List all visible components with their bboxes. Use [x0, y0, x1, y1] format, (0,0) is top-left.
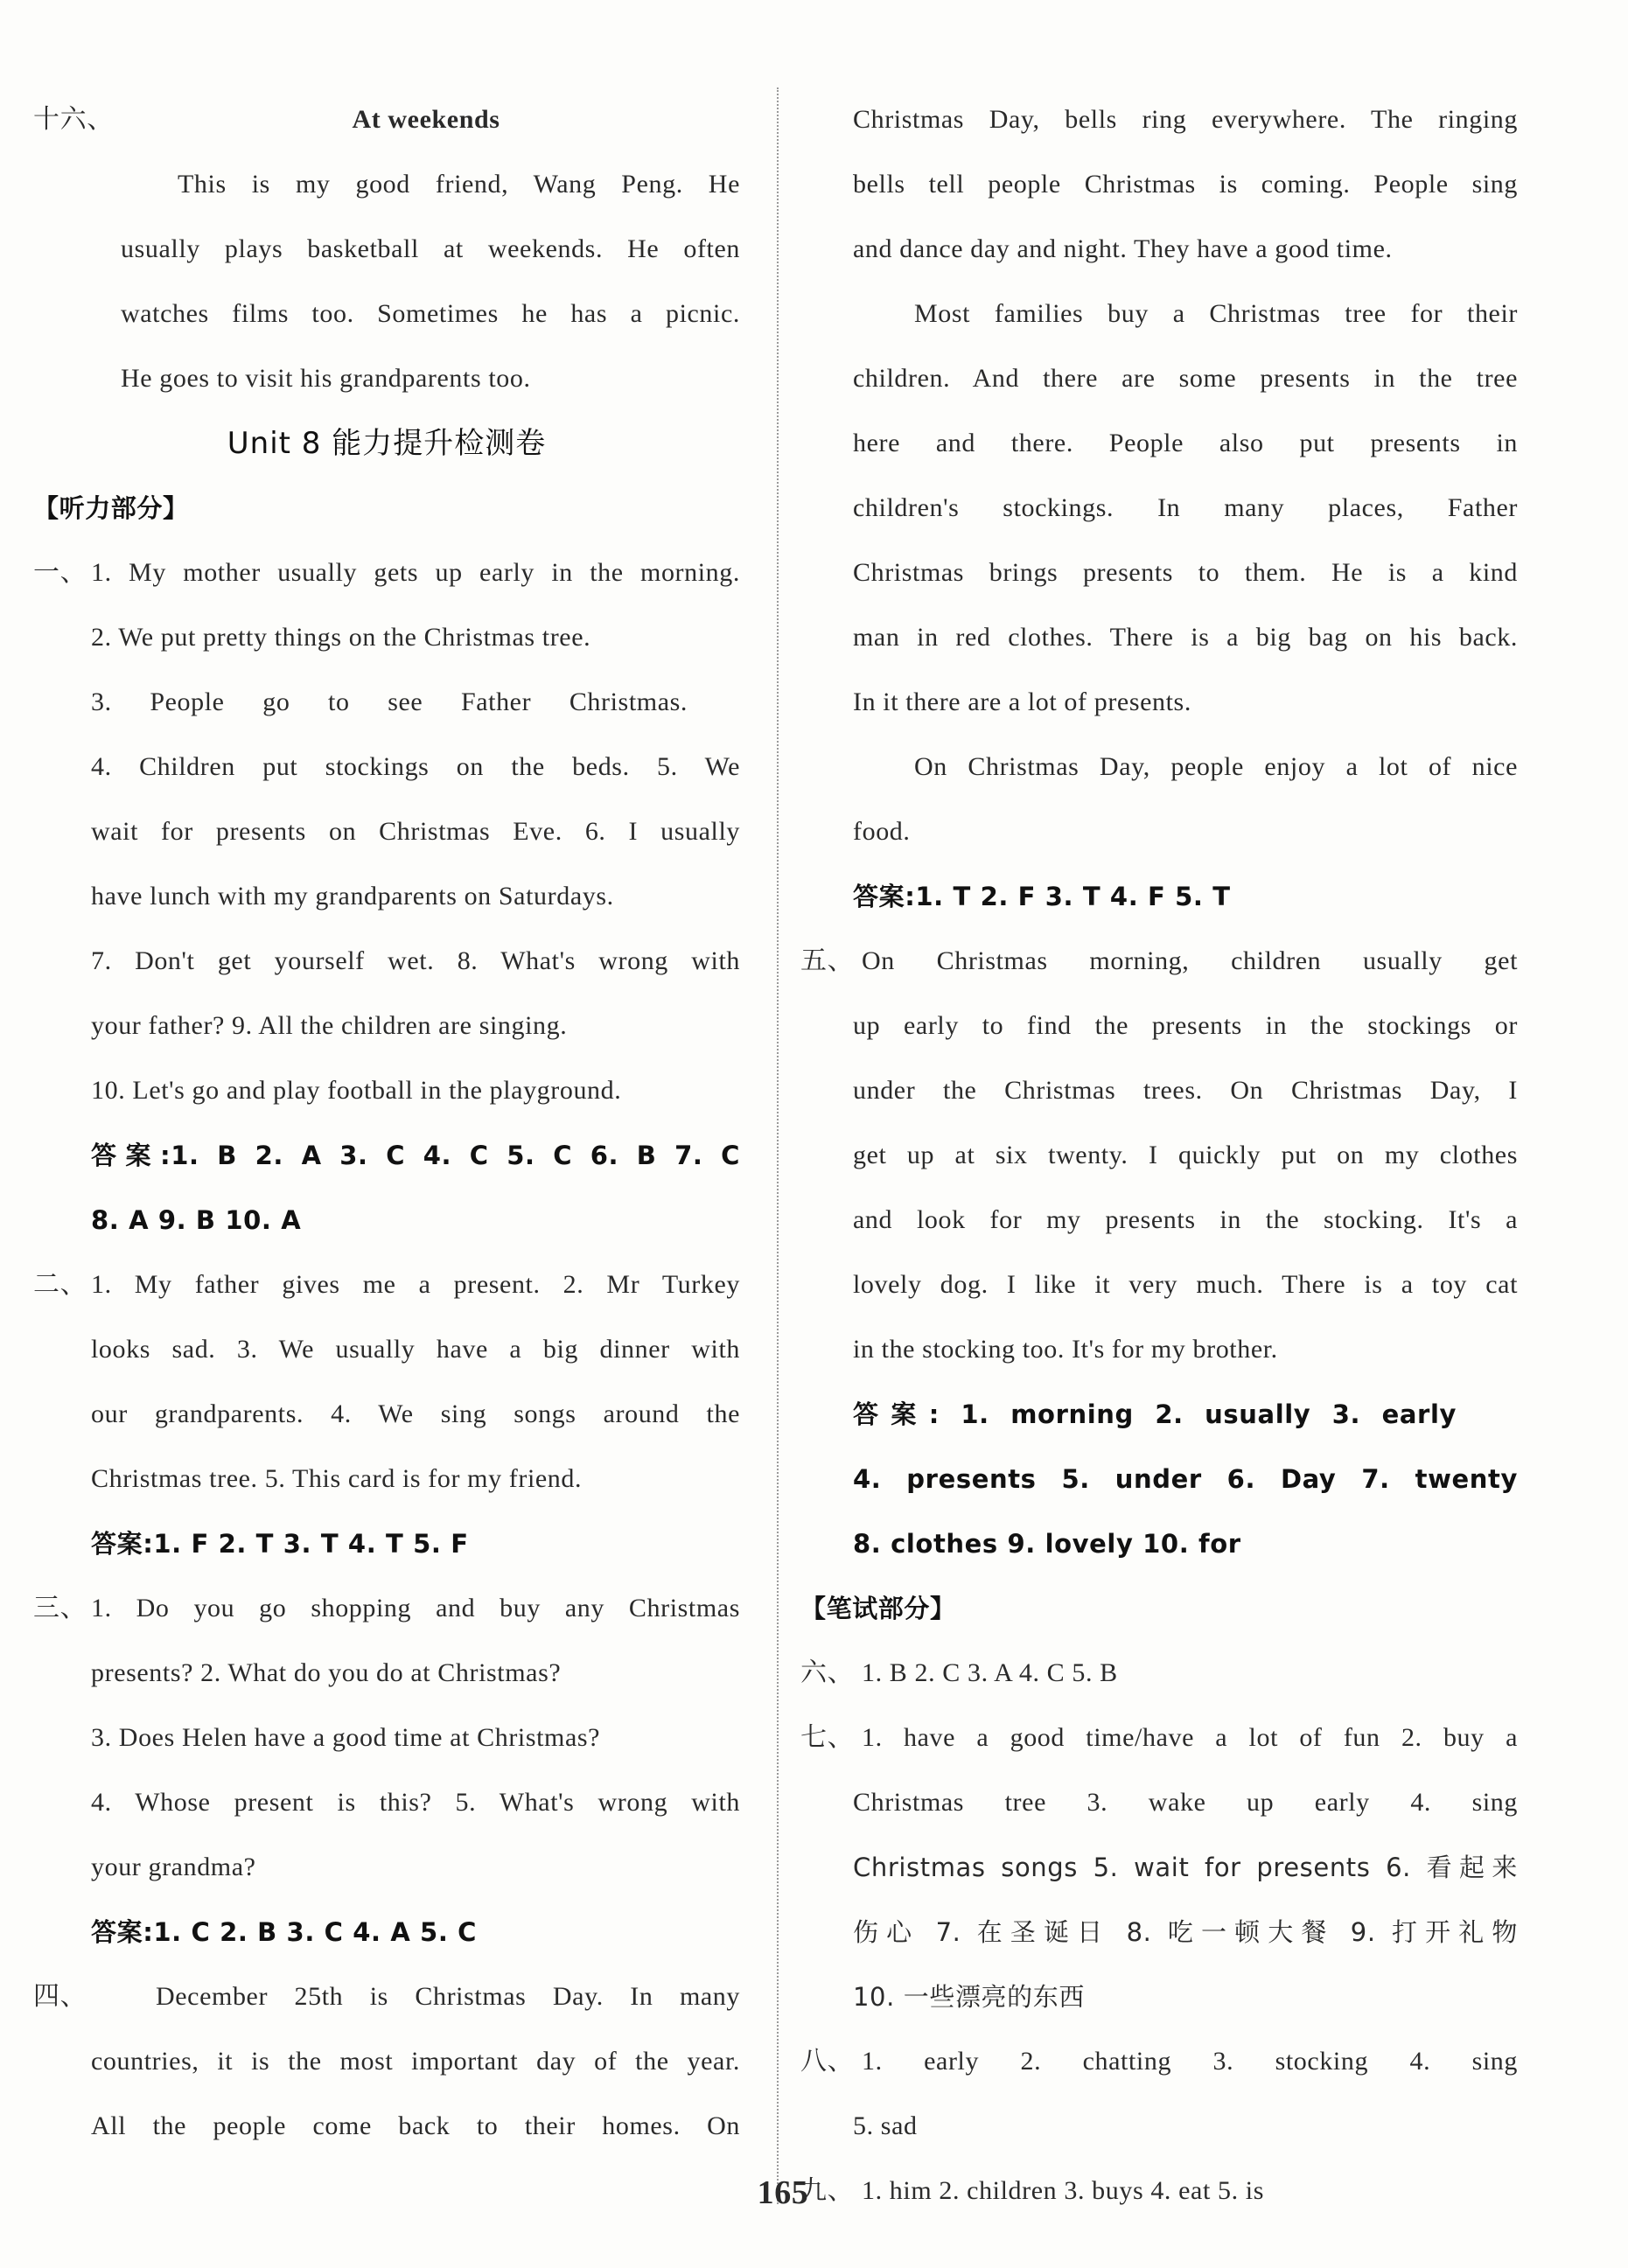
q2-mark: 二、 — [33, 1269, 87, 1300]
q4-line: On Christmas Day, people enjoy a lot of nice — [914, 752, 1518, 781]
q5-line: lovely dog. I like it very much. There is a toy cat — [853, 1270, 1518, 1299]
q5-line: in the stocking too. It's for my brother. — [853, 1335, 1278, 1364]
q1-line: wait for presents on Christmas Eve. 6. I usually — [91, 817, 740, 846]
text-line: He goes to visit his grandparents too. — [121, 364, 531, 393]
q4-line: here and there. People also put presents in — [853, 429, 1518, 457]
q5-answers: 答案: 1. morning 2. usually 3. early — [853, 1399, 1457, 1429]
listening-header: 【听力部分】 — [33, 493, 189, 523]
q5-mark: 五、 — [800, 946, 855, 976]
q6-line — [800, 1641, 1518, 1706]
text-line: This is my good friend, Wang Peng. He — [178, 170, 740, 199]
q3-text: 1. Do you go shopping and buy any Christmas — [91, 1594, 740, 1622]
text-line: usually plays basketball at weekends. He often — [121, 234, 740, 263]
section-mark: 十六、 — [33, 104, 114, 135]
q1-text: 1. My mother usually gets up early in the morning. — [91, 558, 740, 587]
q3-line: 3. Does Helen have a good time at Christmas? — [91, 1723, 601, 1752]
q2-text: 1. My father gives me a present. 2. Mr Turkey — [91, 1270, 740, 1299]
q2-line: looks sad. 3. We usually have a big dinner with — [91, 1335, 740, 1364]
page-number: 165 — [757, 2174, 809, 2211]
q5-line: under the Christmas trees. On Christmas Day, I — [853, 1076, 1518, 1105]
q6-mark: 六、 — [800, 1657, 855, 1688]
q4-mark: 四、 — [33, 1981, 87, 2012]
q3-line: your grandma? — [91, 1853, 256, 1881]
q8-line: 5. sad — [853, 2111, 918, 2140]
q8-text: 1. early 2. chatting 3. stocking 4. sing — [862, 2047, 1518, 2076]
q9-mark: 九、 — [800, 2175, 855, 2206]
q1-line: have lunch with my grandparents on Saturdays. — [91, 882, 614, 911]
q4-line: children's stockings. In many places, Father — [853, 493, 1518, 522]
q1-answers: 答案:1. B 2. A 3. C 4. C 5. C 6. B 7. C — [91, 1141, 740, 1170]
q4-line: food. — [853, 817, 911, 846]
q6-text: 1. B 2. C 3. A 4. C 5. B — [862, 1658, 1118, 1687]
q3-line: presents? 2. What do you do at Christmas? — [91, 1658, 562, 1687]
q8-line — [800, 2029, 1518, 2094]
column-divider — [777, 87, 779, 2204]
q3-mark: 三、 — [33, 1593, 87, 1623]
q4-line — [33, 1964, 740, 2029]
q4-line: bells tell people Christmas is coming. People sing — [853, 170, 1518, 199]
q4-line: children. And there are some presents in the tree — [853, 364, 1518, 393]
q4-line: countries, it is the most important day of the year. — [91, 2047, 740, 2076]
q4-line: Christmas brings presents to them. He is a kind — [853, 558, 1518, 587]
section-title: At weekends — [352, 105, 500, 134]
q3-line: 4. Whose present is this? 5. What's wrong with — [91, 1788, 740, 1817]
q4-line: In it there are a lot of presents. — [853, 687, 1191, 716]
q4-line: All the people come back to their homes. On — [91, 2111, 740, 2140]
q4-line: Most families buy a Christmas tree for their — [914, 299, 1518, 328]
section-16-heading — [33, 87, 740, 152]
q5-line — [800, 929, 1518, 994]
q1-line: your father? 9. All the children are singing. — [91, 1011, 568, 1040]
q3-answers: 答案:1. C 2. B 3. C 4. A 5. C — [91, 1917, 478, 1947]
q2-line: our grandparents. 4. We sing songs around the — [91, 1399, 740, 1428]
q9-text: 1. him 2. children 3. buys 4. eat 5. is — [862, 2176, 1265, 2205]
q7-line: 10. 一些漂亮的东西 — [853, 1982, 1085, 2012]
q1-line: 4. Children put stockings on the beds. 5. We — [91, 752, 740, 781]
text-line: watches films too. Sometimes he has a picnic. — [121, 299, 740, 328]
q7-text: 1. have a good time/have a lot of fun 2. buy a — [862, 1723, 1518, 1752]
q7-mark: 七、 — [800, 1722, 855, 1753]
q1-answers: 8. A 9. B 10. A — [91, 1205, 302, 1235]
writing-header: 【笔试部分】 — [800, 1594, 956, 1623]
q7-line — [800, 1706, 1518, 1770]
q5-line: up early to find the presents in the stockings or — [853, 1011, 1518, 1040]
q2-line: Christmas tree. 5. This card is for my friend. — [91, 1464, 583, 1493]
q5-line: get up at six twenty. I quickly put on my clothes — [853, 1141, 1518, 1169]
q1-line: 7. Don't get yourself wet. 8. What's wrong with — [91, 946, 740, 975]
q2-answers: 答案:1. F 2. T 3. T 4. T 5. F — [91, 1529, 469, 1559]
q1-line: 10. Let's go and play football in the playground. — [91, 1076, 622, 1105]
q4-answers: 答案:1. T 2. F 3. T 4. F 5. T — [853, 882, 1231, 911]
q7-line: 伤心 7. 在圣诞日 8. 吃一顿大餐 9. 打开礼物 — [853, 1917, 1518, 1947]
q5-answers: 4. presents 5. under 6. Day 7. twenty — [853, 1464, 1518, 1494]
unit-title: Unit 8 能力提升检测卷 — [227, 426, 547, 461]
q1-line — [33, 541, 740, 605]
q5-text: On Christmas morning, children usually get — [862, 946, 1518, 975]
q3-line — [33, 1576, 740, 1641]
q5-line: and look for my presents in the stocking. It's a — [853, 1205, 1518, 1234]
q7-line: Christmas songs 5. wait for presents 6. 看起来 — [853, 1853, 1518, 1882]
q1-line: 3. People go to see Father Christmas. — [91, 687, 688, 716]
q1-line: 2. We put pretty things on the Christmas tree. — [91, 623, 591, 652]
q4-text: December 25th is Christmas Day. In many — [156, 1982, 740, 2011]
q5-answers: 8. clothes 9. lovely 10. for — [853, 1529, 1241, 1559]
q4-line: and dance day and night. They have a good time. — [853, 234, 1393, 263]
left-column — [33, 87, 740, 2159]
right-column — [800, 87, 1518, 2223]
q1-mark: 一、 — [33, 557, 87, 588]
q7-line: Christmas tree 3. wake up early 4. sing — [853, 1788, 1518, 1817]
q2-line — [33, 1253, 740, 1317]
q9-line — [800, 2159, 1518, 2223]
q8-mark: 八、 — [800, 2046, 855, 2076]
q4-line: Christmas Day, bells ring everywhere. The ringing — [853, 105, 1518, 134]
q4-line: man in red clothes. There is a big bag on his back. — [853, 623, 1518, 652]
